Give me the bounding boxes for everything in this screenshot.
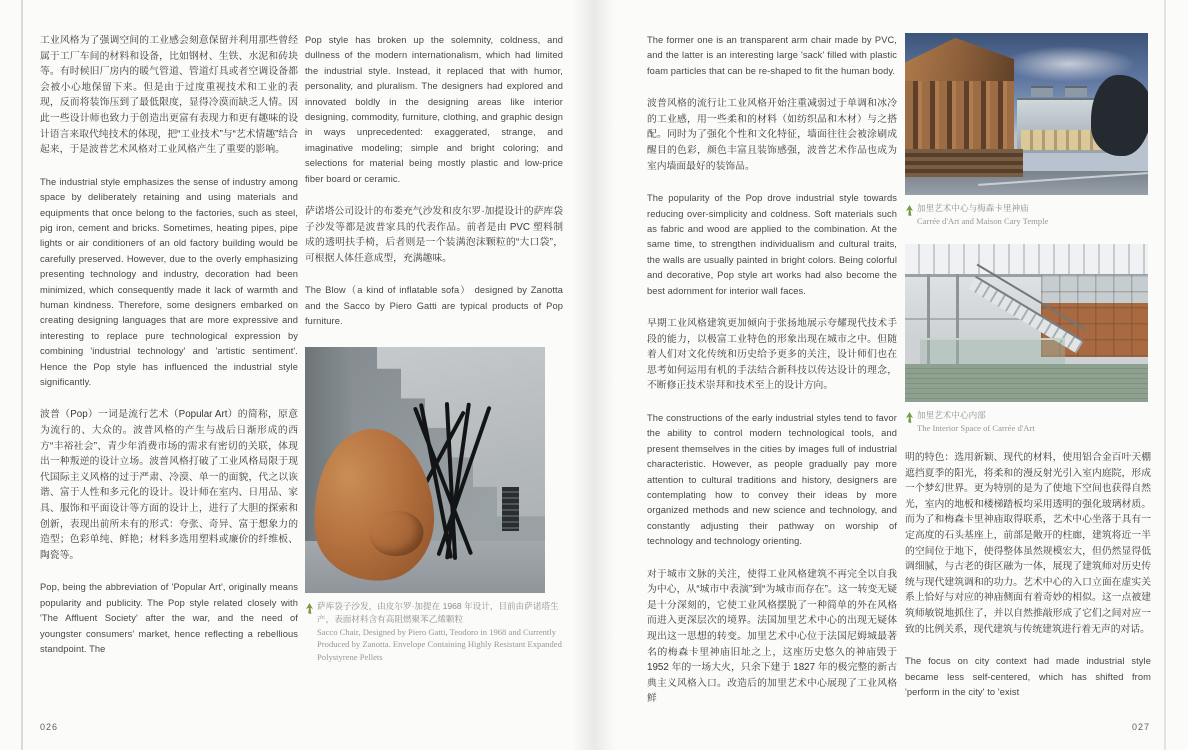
roman-temple-shape bbox=[905, 38, 1014, 177]
caption-marker-icon bbox=[905, 409, 917, 435]
page-number-left: 026 bbox=[40, 722, 59, 732]
caption-text bbox=[917, 409, 1035, 435]
handrail-shape bbox=[468, 347, 545, 353]
roof-fin-shape bbox=[1031, 86, 1053, 96]
paragraph-zh: 波普风格的流行让工业风格开始注重减弱过于单调和冰冷的工业感，用一些柔和的材料（如纺织品和木材）与之搭配。同时为了强化个性和文化特征，墙面往往会被涂刷成醒目的色彩，颜色丰富且装饰感强，波普艺术作品也成为室内墙面最好的装饰品。 bbox=[647, 98, 897, 172]
book-stack-shape bbox=[502, 487, 519, 531]
paragraph-zh: 波普（Pop）一词是流行艺术（Popular Art）的简称，原意为流行的、大众的。波普风格的产生与战后日渐形成的西方“丰裕社会”、青少年消费市场的需求有密切的关联，体现出一种叛逆的设计立场。波普风格打破了工业风格局限于现代国际主义风格的过于严肃、冷漠、单一的面貌，代之以诙谐、富于人性和多元化的设计。设计师在室内、日用品、家具、服饰和平面设计等方面的设计上，进行了大胆的探索和创新，表现出前所未有的形式：夸张、奇异、富于想象力的造型；色彩单纯、鲜艳；材料多选用塑料或廉价的纤维板、陶瓷等。 bbox=[40, 409, 298, 561]
paragraph-en: The industrial style emphasizes the sense of industry among space by deliberately retaining and using materials and equipments that once belong to the factories, such as steel, pig iron, cement and bricks. Sometimes, heating pipes, pipe lights or air conditioners of an old factory building would be carefully preserved. However, due to the overly emphasizing presenting technology and industry, decoration had been minimized, which consequently made it lack of warmth and human kindness. Therefore, some designers embarked on creating designing languages that are more expressive and interesting to replace pure technological expression by combining 'industrial technology' and 'artistic sentiment'. Hence the Pop style has influenced the industrial style significantly. bbox=[40, 176, 298, 388]
photo-caption bbox=[905, 409, 1151, 435]
page-number-right: 027 bbox=[1131, 722, 1150, 732]
paragraph-en: The Blow（a kind of inflatable sofa） designed by Zanotta and the Sacco by Piero Gatti are typical products of Pop furniture. bbox=[305, 285, 563, 327]
caption-text bbox=[317, 600, 563, 664]
right-page-column-2 bbox=[905, 33, 1151, 725]
caption-zh: 加里艺术中心与梅森卡里神庙 bbox=[917, 203, 1029, 213]
carre-dart-temple-photo bbox=[905, 33, 1148, 195]
sacco-chair-photo bbox=[305, 347, 545, 593]
paragraph-en: The popularity of the Pop drove industrial style towards reducing over-simplicity and coldness. Soft materials such as fabric and wood are applied to the combination. At the same time, to strengthen individualism and cultural traits, the walls are usually painted in bright colors. Being colorful and decorative, Pop style art works had also become the best adornment for interior wall faces. bbox=[647, 193, 897, 296]
photo-caption bbox=[905, 202, 1151, 228]
paragraph-zh: 萨诺塔公司设计的布娄充气沙发和皮尔罗·加提设计的萨库袋子沙发等都是波普家具的代表作品。前者是由 PVC 塑料制成的透明扶手椅，后者则是一个装满泡沫颗粒的“大口袋”，可根据人体任意成型，充满趣味。 bbox=[305, 206, 563, 264]
caption-marker-icon bbox=[305, 600, 317, 664]
caption-en: Carrée d'Art and Maison Cary Temple bbox=[917, 216, 1049, 226]
caption-marker-icon bbox=[905, 202, 917, 228]
left-page-column-1 bbox=[40, 33, 298, 725]
caption-en: Sacco Chair, Designed by Piero Gatti, Teodoro in 1968 and Currently Produced by Zanotta. Envelope Containing Highly Resistant Expanded Polystyrene Pellets bbox=[317, 626, 562, 662]
paragraph-en: The former one is an transparent arm chair made by PVC, and the latter is an interesting large 'sack' filled with plastic foam particles that can be re-shaped to fit the human body. bbox=[647, 35, 897, 76]
paragraph-zh: 工业风格为了强调空间的工业感会刻意保留并利用那些曾经属于工厂车间的材料和设备，比如钢材、生铁、水泥和砖块等。有时候旧厂房内的暖气管道、管道灯具或者空调设备都会被小心地保留下来。但是由于过度重视技术和工业的表现，反而将装饰压到了最低限度，显得冷漠而缺乏人情。因此一些设计师也致力于创造出更富有表现力和更有趣味的设计语言来取代纯技术的体现，把“工业技术”与“艺术情趣”结合起来，于是波普艺术风格对工业风格产生了重要的影响。 bbox=[40, 35, 298, 156]
left-page-column-2 bbox=[305, 33, 563, 725]
temple-steps-shape bbox=[905, 149, 1023, 177]
paragraph-zh: 早期工业风格建筑更加倾向于张扬地展示夸耀现代技术手段的能力，以极富工业特色的形象出现在城市之中。但随着人们对文化传统和历史给予更多的关注，设计师们也在思考如何运用有机的手法结合新科技以传达设计的理念，不断修正技术崇拜和技术至上的设计方向。 bbox=[647, 318, 897, 392]
page-edge-left bbox=[21, 0, 23, 750]
paragraph-en: The constructions of the early industrial styles tend to favor the ability to control modern technological tools, and present themselves in the cities by images full of industrial characteristic. However, as people gradually pay more attention to cultural traditions and history, designers are contemplating how to convey their ideas by more organized methods and new science and technology, and constantly adjusting their pathway on worship of technology and technology orienting. bbox=[647, 413, 897, 547]
carre-dart-interior-photo bbox=[905, 244, 1148, 402]
skylight-ceiling-shape bbox=[905, 244, 1148, 277]
photo-caption bbox=[305, 600, 563, 664]
paragraph-zh: 明的特色：选用新颖、现代的材料，使用铝合金百叶天棚遮挡夏季的阳光，将柔和的漫反射光引入室内庭院，形成一个梦幻世界。更为特别的是为了使地下空间也获得自然光，室内的地板和楼梯踏板均采用透明的强化玻璃材质。而为了和梅森卡里神庙取得联系，艺术中心坐落于具有一定高度的石头基座上，前部是敞开的柱廊，建筑将近一半的空间位于地下，使得整体虽然规模宏大，但仍然显得低调细腻，与古老的街区融为一体，展现了建筑师对历史传统与现代建筑调和的功力。艺术中心的入口立面在虚实关系上恰好与对应的神庙侧面有着奇妙的相似。这一点被建筑师敏锐地抓住了，并以自然推敲形成了它们之间对应一致的比例关系，现代建筑与传统建筑进行着无声的对话。 bbox=[905, 452, 1151, 635]
paragraph-en: The focus on city context had made industrial style became less self-centered, which has shifted from 'perform in the city' to 'exist bbox=[905, 656, 1151, 697]
roof-fin-shape bbox=[1065, 86, 1087, 96]
caption-text bbox=[917, 202, 1048, 228]
floor-shape bbox=[905, 364, 1148, 402]
tree-shape bbox=[1091, 75, 1148, 156]
page-edge-right bbox=[1164, 0, 1166, 750]
paragraph-zh: 对于城市文脉的关注，使得工业风格建筑不再完全以自我为中心，从“城市中表演”到“为城市而存在”。这一转变无疑是十分深刻的，它使工业风格摆脱了一种简单的外在风格而进入更深层次的境界。法国加里艺术中心的出现无疑体现出这一思想的转变。加里艺术中心位于法国尼姆城最著名的梅森卡里神庙旧址之上，这座历史悠久的神庙毁于 1952 年的一场大火，只余下建于 1827 年的极完整的新古典主义风格入口。改造后的加里艺术中心展现了工业风格鲜 bbox=[647, 568, 897, 705]
caption-en: The Interior Space of Carrée d'Art bbox=[917, 422, 1035, 433]
paragraph-en: Pop, being the abbreviation of 'Popular Art', originally means popularity and publicity. The Pop style related closely with 'The Affluent Society' after the war, and the need of youngster consumers' market, hence reflecting a rebellious standpoint. The bbox=[40, 582, 298, 654]
caption-zh: 加里艺术中心内部 bbox=[917, 409, 986, 420]
right-page-column-1 bbox=[647, 33, 897, 725]
book-spine-shadow bbox=[572, 0, 616, 750]
caption-zh: 萨库袋子沙发，由皮尔罗·加提在 1968 年设计，目前由萨诺塔生产，表面材料含有高阻燃聚苯乙烯颗粒 bbox=[317, 600, 559, 624]
pediment-shape bbox=[905, 38, 1014, 83]
paragraph-en: Pop style has broken up the solemnity, coldness, and dullness of the modern internationalism, which had limited the industrial style. Instead, it replaced that with humor, personality, and pluralism. The designers had explored and innovated boldly in the designing areas like interior designing, commodity, furniture, clothing, and graphic design in ways unprecedented: exaggerated, strange, and imaginative modeling; simple and bright coloring; and selections for material being mostly plastic and low-price fiber board or ceramic. bbox=[305, 35, 563, 184]
columns-shape bbox=[905, 81, 1014, 151]
